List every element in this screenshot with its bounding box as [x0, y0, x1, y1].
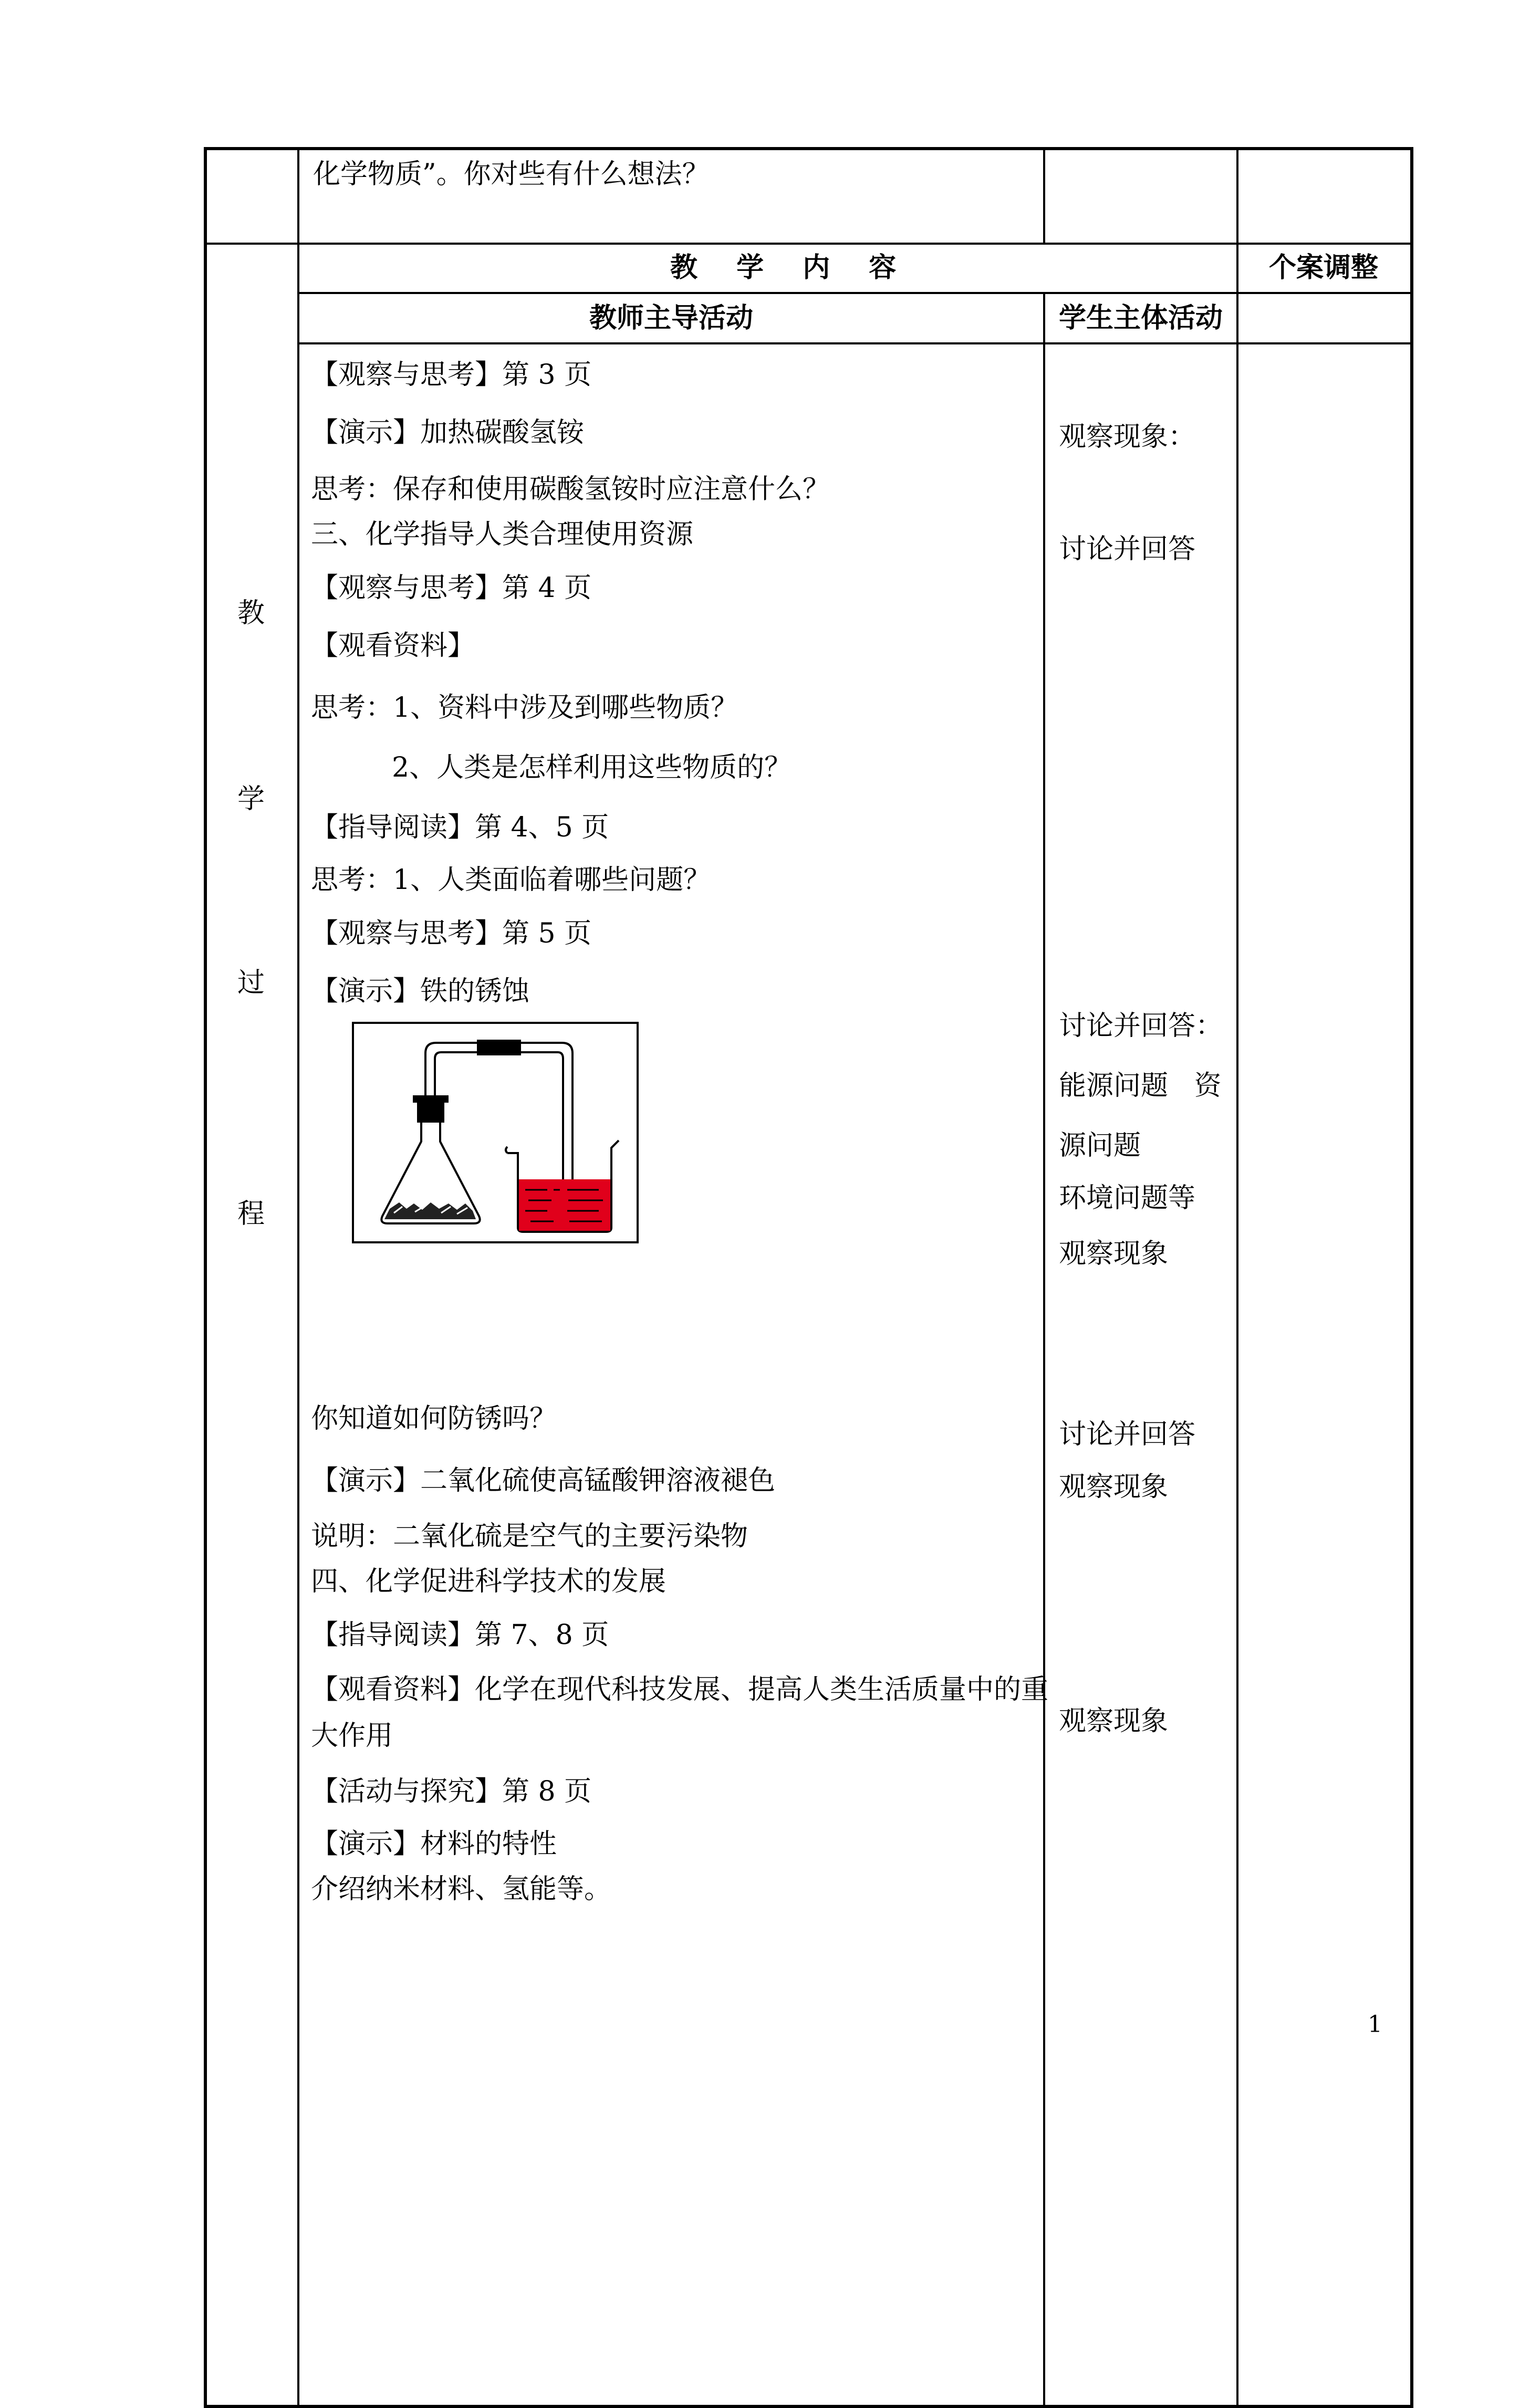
side-label-char-2: 学: [237, 783, 265, 815]
side-label-char-3: 过: [237, 967, 265, 999]
header-teacher: 教师主导活动: [589, 302, 754, 334]
table-border-right: [1410, 147, 1413, 2408]
header-content: 教 学 内 容: [670, 252, 911, 284]
student-line: 讨论并回答：: [1059, 1010, 1223, 1042]
iron-rusting-apparatus-figure: [352, 1022, 639, 1243]
table-border-bottom: [204, 2405, 1413, 2408]
table-border-top: [204, 147, 1413, 150]
col-divider-3: [1236, 147, 1238, 2408]
teacher-line: 【演示】铁的锈蚀: [311, 976, 530, 1007]
teacher-line: 【演示】二氧化硫使高锰酸钾溶液褪色: [311, 1465, 776, 1496]
teacher-line: 介绍纳米材料、氢能等。: [311, 1873, 612, 1905]
rubber-connector: [477, 1040, 521, 1055]
teacher-line: 三、化学指导人类合理使用资源: [311, 519, 694, 550]
teacher-line: 思考：1、人类面临着哪些问题？: [311, 864, 711, 896]
student-line: 讨论并回答: [1059, 1419, 1196, 1450]
teacher-line: 【观看资料】: [311, 630, 475, 662]
row-divider-3: [297, 342, 1413, 344]
table-border-left: [204, 147, 207, 2408]
teacher-line: 【观看资料】化学在现代科技发展、提高人类生活质量中的重: [311, 1674, 1049, 1705]
teacher-line: 【观察与思考】第 3 页: [311, 359, 592, 391]
teacher-line: 【演示】材料的特性: [311, 1828, 557, 1860]
header-student: 学生主体活动: [1059, 302, 1223, 334]
teacher-line: 【演示】加热碳酸氢铵: [311, 417, 585, 448]
student-line: 能源问题 资: [1059, 1070, 1222, 1102]
top-row-teacher-text: 化学物质”。你对些有什么想法？: [313, 159, 710, 190]
teacher-line: 四、化学促进科学技术的发展: [311, 1566, 667, 1597]
flask-stopper: [417, 1100, 444, 1123]
student-line: 观察现象: [1059, 1705, 1169, 1737]
teacher-line: 思考：保存和使用碳酸氢铵时应注意什么？: [311, 474, 830, 505]
teacher-line: 你知道如何防锈吗？: [311, 1403, 557, 1435]
col-divider-1: [297, 147, 299, 2408]
teacher-line: 【指导阅读】第 7、8 页: [311, 1619, 609, 1651]
student-line: 观察现象: [1059, 1238, 1169, 1270]
side-label-char-1: 教: [237, 598, 265, 629]
row-divider-2: [297, 292, 1413, 294]
col-divider-2-top: [1043, 147, 1045, 245]
student-line: 观察现象: [1059, 1471, 1169, 1503]
student-line: 环境问题等: [1059, 1182, 1196, 1214]
teacher-line: 【观察与思考】第 5 页: [311, 918, 592, 949]
flask-stopper-top: [413, 1095, 449, 1103]
teacher-line: 思考：1、资料中涉及到哪些物质？: [311, 692, 738, 724]
row-divider-1: [204, 243, 1413, 245]
header-adjust: 个案调整: [1269, 252, 1379, 284]
col-divider-2: [1043, 293, 1045, 2408]
teacher-line: 【指导阅读】第 4、5 页: [311, 812, 609, 843]
teacher-line: 【观察与思考】第 4 页: [311, 572, 592, 604]
teacher-line: 【活动与探究】第 8 页: [311, 1776, 592, 1807]
side-label-char-4: 程: [237, 1198, 265, 1230]
teacher-line: 大作用: [311, 1720, 393, 1752]
student-line: 源问题: [1059, 1130, 1141, 1161]
student-line: 讨论并回答: [1059, 533, 1196, 565]
page-number: 1: [1368, 2011, 1382, 2038]
student-line: 观察现象：: [1059, 421, 1196, 453]
red-liquid: [519, 1179, 610, 1231]
teacher-line: 说明：二氧化硫是空气的主要污染物: [311, 1521, 748, 1552]
teacher-line: 2、人类是怎样利用这些物质的？: [392, 752, 792, 783]
